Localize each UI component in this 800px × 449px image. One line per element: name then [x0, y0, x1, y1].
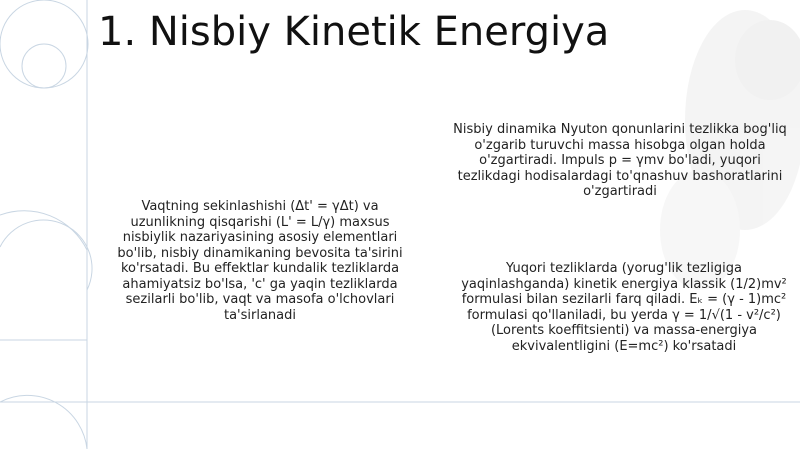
deco-circle-small — [22, 44, 66, 88]
left-text-block: Vaqtning sekinlashishi (Δt' = γΔt) va uzunlikning qisqarishi (L' = L/γ) maxsus nisbiylik nazariyasining asosiy elementlari bo'lib, nisbiy dinamikaning bevosita ta'sirini ko'rsatadi. Bu effektlar kundalik tezliklarda ahamiyatsiz bo'lsa, 'c' ga yaqin tezliklarda sezilarli bo'lib, vaqt va masofa o'lchovlari ta'sirlanadi — [117, 199, 403, 323]
slide-title: 1. Nisbiy Kinetik Energiya — [98, 9, 610, 55]
right-top-text-block: Nisbiy dinamika Nyuton qonunlarini tezlikka bog'liq o'zgarib turuvchi massa hisobga olgan holda o'zgartiradi. Impuls p = γmv bo'ladi, yuqori tezlikdagi hodisalardagi to'qnashuv bashoratlarini o'zgartiradi — [453, 122, 787, 199]
deco-arc-middle — [0, 220, 92, 290]
right-bottom-text-block: Yuqori tezliklarda (yorug'lik tezligiga yaqinlashganda) kinetik energiya klassik (1/2)mv² formulasi bilan sezilarli farq qiladi. Eₖ = (γ - 1)mc² formulasi qo'llaniladi, bu yerda γ = 1/√(1 - v²/c²) (Lorents koeffitsienti) va massa-energiya ekvivalentligini (E=mc²) ko'rsatadi — [461, 261, 787, 354]
deco-arc-lower — [0, 395, 87, 449]
